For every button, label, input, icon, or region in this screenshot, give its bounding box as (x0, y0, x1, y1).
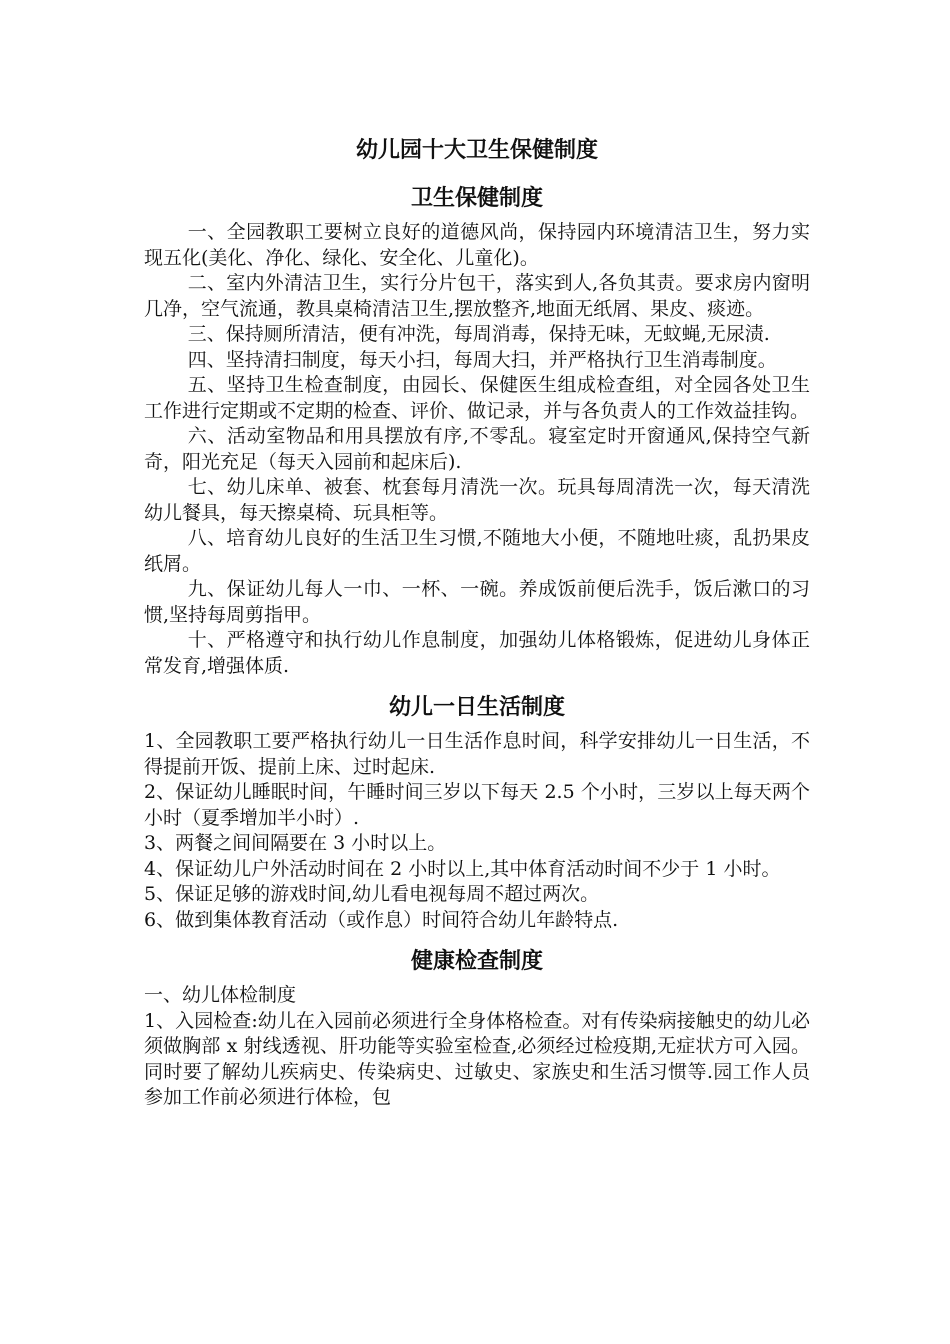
paragraph: 八、培育幼儿良好的生活卫生习惯,不随地大小便，不随地吐痰，乱扔果皮纸屑。 (144, 527, 810, 575)
paragraph: 5、保证足够的游戏时间,幼儿看电视每周不超过两次。 (144, 883, 600, 905)
section-heading: 卫生保健制度 (410, 186, 543, 211)
section-heading: 幼儿一日生活制度 (388, 695, 565, 720)
document-title: 幼儿园十大卫生保健制度 (355, 138, 598, 163)
paragraph: 六、活动室物品和用具摆放有序,不零乱。寝室定时开窗通风,保持空气新奇，阳光充足（每天入园前和起床后). (144, 425, 810, 473)
paragraph: 4、保证幼儿户外活动时间在 2 小时以上,其中体育活动时间不少于 1 小时。 (144, 857, 781, 880)
paragraph: 2、保证幼儿睡眠时间，午睡时间三岁以下每天 2.5 个小时，三岁以上每天两个小时（夏季增加半小时）. (144, 781, 810, 829)
paragraph: 三、保持厕所清洁，便有冲洗，每周消毒，保持无味，无蚊蝇,无尿渍. (187, 323, 770, 345)
paragraph: 6、做到集体教育活动（或作息）时间符合幼儿年龄特点. (144, 908, 619, 931)
paragraph: 五、坚持卫生检查制度，由园长、保健医生组成检查组，对全园各处卫生工作进行定期或不定期的检查、评价、做记录，并与各负责人的工作效益挂钩。 (144, 374, 810, 422)
paragraph: 3、两餐之间间隔要在 3 小时以上。 (144, 832, 447, 854)
section-hygiene (144, 182, 810, 679)
document-page (144, 126, 810, 1111)
paragraph: 七、幼儿床单、被套、枕套每月清洗一次。玩具每周清洗一次，每天清洗幼儿餐具，每天擦桌椅、玩具柜等。 (144, 476, 810, 524)
section-daily-life (144, 691, 810, 933)
paragraph: 四、坚持清扫制度，每天小扫，每周大扫，并严格执行卫生消毒制度。 (187, 348, 777, 371)
paragraph: 1、入园检查:幼儿在入园前必须进行全身体格检查。对有传染病接触史的幼儿必须做胸部 x 射线透视、肝功能等实验室检查,必须经过检疫期,无症状方可入园。同时要了解幼儿疾病史、传染病史、过敏史、家族史和生活习惯等.园工作人员参加工作前必须进行体检，包 (144, 1009, 810, 1108)
paragraph: 二、室内外清洁卫生，实行分片包干，落实到人,各负其责。要求房内窗明几净，空气流通，教具桌椅清洁卫生,摆放整齐,地面无纸屑、果皮、痰迹。 (144, 272, 810, 320)
paragraph: 十、严格遵守和执行幼儿作息制度，加强幼儿体格锻炼，促进幼儿身体正常发育,增强体质. (144, 629, 810, 677)
paragraph: 一、幼儿体检制度 (144, 984, 297, 1006)
paragraph: 1、全园教职工要严格执行幼儿一日生活作息时间，科学安排幼儿一日生活，不得提前开饭、提前上床、过时起床. (144, 730, 810, 778)
section-health-check (144, 945, 810, 1111)
paragraph: 九、保证幼儿每人一巾、一杯、一碗。养成饭前便后洗手，饭后漱口的习惯,坚持每周剪指甲。 (144, 578, 810, 626)
section-heading: 健康检查制度 (410, 949, 543, 974)
paragraph: 一、全园教职工要树立良好的道德风尚，保持园内环境清洁卫生，努力实现五化(美化、净化、绿化、安全化、儿童化)。 (144, 221, 810, 269)
